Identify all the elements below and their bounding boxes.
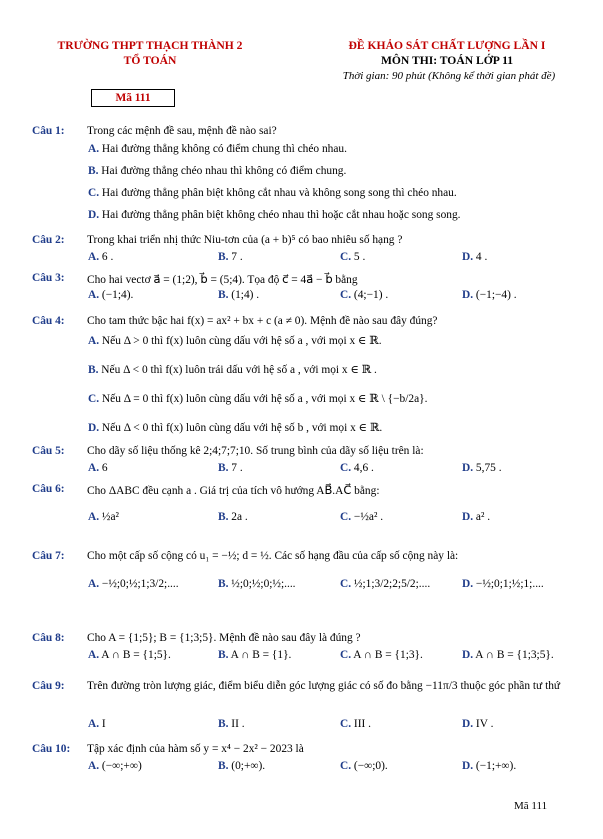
- question-label: Câu 9:: [32, 680, 65, 692]
- option-text: 6: [99, 462, 108, 474]
- option-c[interactable]: [340, 760, 460, 772]
- subject-title: MÔN THI: TOÁN LỚP 11: [380, 54, 514, 67]
- question-text: Trong khai triển nhị thức Niu-tơn của (a + b)⁵ có bao nhiêu số hạng ?: [87, 234, 403, 246]
- option-c[interactable]: [88, 391, 593, 405]
- option-text: (0;+∞).: [228, 760, 266, 772]
- question-label: Câu 2:: [32, 234, 65, 246]
- option-b[interactable]: [218, 289, 338, 301]
- option-c[interactable]: [340, 718, 460, 730]
- option-text: 4 .: [473, 251, 488, 263]
- option-letter: A.: [88, 251, 100, 263]
- question-text: Cho một cấp số cộng có u₁ = −½; d = ½. Các số hạng đầu của cấp số cộng này là:: [87, 550, 459, 562]
- option-letter: B.: [218, 462, 229, 474]
- option-b[interactable]: [218, 462, 338, 474]
- option-b[interactable]: [218, 511, 338, 523]
- option-c[interactable]: [340, 462, 460, 474]
- option-text: ½a²: [99, 511, 119, 523]
- option-c[interactable]: [340, 578, 460, 590]
- option-letter: C.: [340, 511, 352, 523]
- option-text: Hai đường thẳng chéo nhau thì không có điểm chung.: [98, 165, 347, 177]
- question-text: Cho hai vectơ a⃗ = (1;2), b⃗ = (5;4). Tọa độ c⃗ = 4a⃗ − b⃗ bằng: [87, 274, 358, 286]
- option-letter: A.: [88, 335, 100, 347]
- option-text: Hai đường thẳng phân biệt không cắt nhau và không song song thì chéo nhau.: [99, 187, 457, 199]
- option-d[interactable]: [88, 209, 593, 221]
- question-label: Câu 6:: [32, 483, 65, 495]
- option-b[interactable]: [218, 578, 338, 590]
- option-text: Nếu Δ = 0 thì f(x) luôn cùng dấu với hệ số a , với mọi x ∈ ℝ \ {−b/2a}.: [99, 393, 428, 405]
- option-text: (−1;−4) .: [473, 289, 517, 301]
- question-text: Trên đường tròn lượng giác, điểm biểu diễn góc lượng giác có số đo bằng −11π/3 thuộc góc phần tư thứ: [87, 680, 561, 692]
- option-c[interactable]: [340, 289, 460, 301]
- option-letter: C.: [340, 251, 352, 263]
- option-text: 6 .: [99, 251, 114, 263]
- option-c[interactable]: [340, 649, 460, 661]
- option-text: −½;0;1;½;1;....: [473, 578, 544, 590]
- option-text: Nếu Δ > 0 thì f(x) luôn cùng dấu với hệ số a , với mọi x ∈ ℝ.: [99, 335, 382, 347]
- option-text: 7 .: [228, 462, 243, 474]
- option-d[interactable]: [462, 251, 582, 263]
- option-letter: D.: [462, 511, 474, 523]
- option-text: 2a .: [228, 511, 248, 523]
- option-text: −½a² .: [351, 511, 384, 523]
- option-letter: C.: [88, 393, 100, 405]
- question-text: Trong các mệnh đề sau, mệnh đề nào sai?: [87, 125, 277, 137]
- option-letter: D.: [88, 422, 100, 434]
- option-text: Hai đường thẳng không có điểm chung thì chéo nhau.: [99, 143, 347, 155]
- option-letter: D.: [462, 578, 474, 590]
- question-label: Câu 8:: [32, 632, 65, 644]
- question-text: Cho tam thức bậc hai f(x) = ax² + bx + c (a ≠ 0). Mệnh đề nào sau đây đúng?: [87, 315, 438, 327]
- option-b[interactable]: [218, 649, 338, 661]
- option-a[interactable]: [88, 718, 208, 730]
- option-text: Nếu Δ < 0 thì f(x) luôn cùng dấu với hệ số b , với mọi x ∈ ℝ.: [99, 422, 383, 434]
- page-footer-code: Mã 111: [514, 800, 548, 812]
- question-label: Câu 1:: [32, 125, 65, 137]
- option-letter: B.: [218, 289, 229, 301]
- question-text: Tập xác định của hàm số y = x⁴ − 2x² − 2023 là: [87, 743, 304, 755]
- option-d[interactable]: [462, 649, 582, 661]
- option-d[interactable]: [462, 760, 582, 772]
- option-letter: B.: [218, 718, 229, 730]
- question-text: Cho dãy số liệu thống kê 2;4;7;7;10. Số trung bình của dãy số liệu trên là:: [87, 445, 424, 457]
- option-letter: B.: [88, 165, 99, 177]
- option-text: (−∞;+∞): [99, 760, 142, 772]
- school-name: TRƯỜNG THPT THẠCH THÀNH 2: [57, 39, 243, 52]
- option-a[interactable]: [88, 289, 208, 301]
- option-text: ½;1;3/2;2;5/2;....: [351, 578, 431, 590]
- option-d[interactable]: [462, 718, 582, 730]
- option-text: Nếu Δ < 0 thì f(x) luôn trái dấu với hệ số a , với mọi x ∈ ℝ .: [98, 364, 377, 376]
- question-text: Cho A = {1;5}; B = {1;3;5}. Mệnh đề nào sau đây là đúng ?: [87, 632, 361, 644]
- option-text: (4;−1) .: [351, 289, 389, 301]
- question-label: Câu 7:: [32, 550, 65, 562]
- option-letter: A.: [88, 143, 100, 155]
- option-a[interactable]: [88, 462, 208, 474]
- exam-title: ĐỀ KHẢO SÁT CHẤT LƯỢNG LẦN I: [348, 39, 546, 52]
- option-letter: D.: [462, 760, 474, 772]
- option-b[interactable]: [88, 165, 593, 177]
- option-text: (−1;+∞).: [473, 760, 517, 772]
- option-letter: B.: [218, 251, 229, 263]
- option-text: I: [99, 718, 106, 730]
- option-letter: C.: [340, 578, 352, 590]
- option-letter: A.: [88, 511, 100, 523]
- option-letter: C.: [88, 187, 100, 199]
- option-letter: D.: [462, 251, 474, 263]
- question-label: Câu 3:: [32, 272, 65, 284]
- option-letter: B.: [218, 511, 229, 523]
- option-d[interactable]: [462, 462, 582, 474]
- option-a[interactable]: [88, 143, 593, 155]
- option-a[interactable]: [88, 578, 208, 590]
- question-text: Cho ΔABC đều cạnh a . Giá trị của tích vô hướng AB⃗.AC⃗ bằng:: [87, 485, 380, 497]
- option-letter: A.: [88, 760, 100, 772]
- option-text: 5,75 .: [473, 462, 502, 474]
- option-letter: A.: [88, 649, 100, 661]
- option-c[interactable]: [340, 251, 460, 263]
- option-letter: A.: [88, 289, 100, 301]
- option-letter: B.: [218, 760, 229, 772]
- option-d[interactable]: [462, 578, 582, 590]
- question-label: Câu 4:: [32, 315, 65, 327]
- option-letter: B.: [218, 578, 229, 590]
- option-d[interactable]: [462, 289, 582, 301]
- option-letter: D.: [462, 289, 474, 301]
- option-d[interactable]: [462, 511, 582, 523]
- department-name: TỔ TOÁN: [123, 54, 177, 67]
- option-text: (1;4) .: [228, 289, 260, 301]
- option-text: A ∩ B = {1;3;5}.: [473, 649, 554, 661]
- option-a[interactable]: [88, 649, 208, 661]
- exam-code-box: Mã 111: [91, 89, 175, 107]
- option-letter: C.: [340, 289, 352, 301]
- option-letter: D.: [88, 209, 100, 221]
- option-a[interactable]: [88, 251, 208, 263]
- option-text: ½;0;½;0;½;....: [228, 578, 296, 590]
- option-letter: D.: [462, 462, 474, 474]
- option-letter: C.: [340, 718, 352, 730]
- option-text: A ∩ B = {1;5}.: [99, 649, 171, 661]
- option-text: Hai đường thẳng phân biệt không chéo nhau thì hoặc cắt nhau hoặc song song.: [99, 209, 461, 221]
- option-text: 7 .: [228, 251, 243, 263]
- option-letter: C.: [340, 462, 352, 474]
- option-a[interactable]: [88, 760, 208, 772]
- option-letter: B.: [88, 364, 99, 376]
- option-c[interactable]: [340, 511, 460, 523]
- option-a[interactable]: [88, 511, 208, 523]
- option-text: 4,6 .: [351, 462, 374, 474]
- option-b[interactable]: [218, 251, 338, 263]
- exam-time: Thời gian: 90 phút (Không kể thời gian phát đề): [342, 70, 556, 82]
- option-b[interactable]: [218, 718, 338, 730]
- option-letter: B.: [218, 649, 229, 661]
- option-text: A ∩ B = {1}.: [228, 649, 292, 661]
- option-text: a² .: [473, 511, 491, 523]
- option-letter: D.: [462, 649, 474, 661]
- option-text: −½;0;½;1;3/2;....: [99, 578, 179, 590]
- option-text: IV .: [473, 718, 494, 730]
- option-text: III .: [351, 718, 372, 730]
- option-d[interactable]: [88, 420, 593, 434]
- option-b[interactable]: [218, 760, 338, 772]
- option-b[interactable]: [88, 362, 593, 376]
- option-text: II .: [228, 718, 245, 730]
- option-letter: A.: [88, 718, 100, 730]
- option-text: (−∞;0).: [351, 760, 388, 772]
- option-letter: A.: [88, 578, 100, 590]
- option-letter: D.: [462, 718, 474, 730]
- question-label: Câu 5:: [32, 445, 65, 457]
- option-letter: A.: [88, 462, 100, 474]
- option-letter: C.: [340, 649, 352, 661]
- option-letter: C.: [340, 760, 352, 772]
- option-text: (−1;4).: [99, 289, 134, 301]
- option-c[interactable]: [88, 187, 593, 199]
- option-text: A ∩ B = {1;3}.: [351, 649, 423, 661]
- option-a[interactable]: [88, 333, 593, 347]
- question-label: Câu 10:: [32, 743, 71, 755]
- option-text: 5 .: [351, 251, 366, 263]
